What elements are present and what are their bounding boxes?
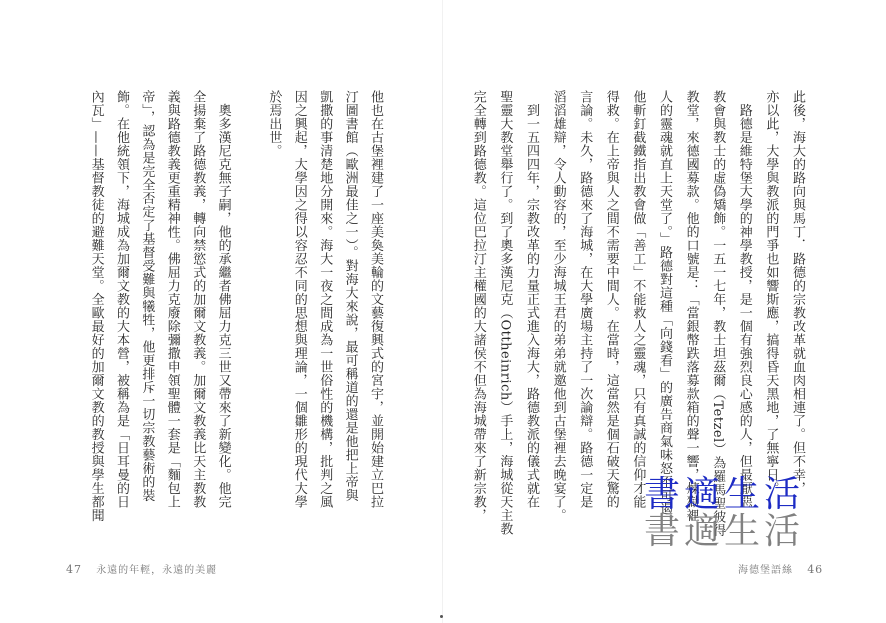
left-page-text-column: 因之興起，大學因之得以容忍不同的思想與理論，一個雛形的現代大學: [291, 90, 307, 509]
right-page-text-column: 教堂，來德國募款。他的口號是：「當銀幣跌落募款箱的聲一響，煉獄裡: [683, 90, 699, 522]
page-gutter: [442, 0, 443, 623]
left-running-title: 永遠的年輕，永遠的美麗: [96, 565, 218, 576]
right-page-text-column: 聖靈大教堂舉行了。到了奧多漢尼克（Ottheinrich）手上，海城從天主教: [497, 90, 513, 536]
left-page-number: 47: [66, 563, 82, 576]
right-folio: [738, 561, 833, 576]
right-page-text-column: 亦以此，大學與教派的門爭也如響斯應，搞得昏天黑地，了無寧日。: [763, 90, 779, 495]
right-page-text-column: 教會與教士的虛偽矯飾。一五一七年，教士坦茲爾（Tetzel）為羅馬聖彼得: [710, 90, 726, 538]
right-page-text-column: 得救。在上帝與人之間不需要中間人。在當時，這當然是個石破天驚的: [603, 90, 619, 509]
watermark-gray: 書適生活: [644, 511, 805, 552]
right-page-text-column: 他斬釘截鐵指出教會做「善工」不能救人之靈魂，只有真誠的信仰才能: [630, 90, 646, 509]
watermark-blue: 書適生活: [644, 474, 805, 515]
left-folio: [56, 561, 217, 576]
left-page-text-column: 於焉出世。: [266, 90, 282, 158]
left-page-text-column: 汀圖書館（歐洲最佳之一）。對海大來說，最可稱道的還是他把上帝與: [342, 90, 358, 502]
right-running-title: 海德堡語絲: [738, 565, 793, 576]
left-page-text-column: 奧多漢尼克無子嗣，他的承繼者佛屈力克三世又帶來了新變化。他完: [215, 90, 231, 509]
right-page-text-column: 滔滔雄辯，令人動容的，至少海城王君的弟弟就邀他到古堡裡去晚宴了。: [550, 90, 566, 522]
right-page-text-column: 言論。未久，路德來了海城，在大學廣場主持了一次論辯。路德一定是: [577, 90, 593, 509]
right-page-text-column: 此後，海大的路向與馬丁．路德的宗教改革就血肉相連了。但不幸，: [790, 90, 805, 495]
right-page-text-column: 完全轉到路德教。這位巴拉汀主權國的大諸侯不但為海城帶來了新宗教，: [470, 90, 486, 522]
left-page-text-column: 凱撒的事清楚地分開來。海大一夜之間成為一世俗性的機構，批判之風: [317, 90, 333, 509]
left-page-text-column: 內瓦」——基督教徒的避難天堂。全歐最好的加爾文教的教授與學生都聞: [88, 90, 104, 522]
left-page-text-column: 飾。在他統領下，海城成為加爾文教的大本營，被稱為是「日耳曼的日: [114, 90, 129, 509]
left-page-text-column: 全揚棄了路德教義，轉向禁慾式的加爾文教義。加爾文教義比天主教教: [190, 90, 206, 509]
left-page-text-column: 帝」，認為是完全否定了基督受難與犧牲，他更排斥一切宗教藝術的裝: [139, 90, 155, 502]
right-page-text-column: 路德是維特堡大學的神學教授，是一個有強烈良心感的人，但最厭惡: [736, 90, 752, 509]
right-page-text-column: 人的靈魂就直上天堂了。」路德對這種「向錢看」的廣告商氣味怒不可遏，: [657, 90, 672, 529]
right-page-text-column: 到一五四四年，宗教改革的力量正式進入海大，路德教派的儀式就在: [524, 90, 539, 509]
center-mark: [440, 615, 443, 618]
left-page-text-column: 義與路德教義更重精神性。佛屈力克廢除彌撒申領聖體一套是「麵包上: [164, 90, 180, 509]
left-page-text-column: 他也在古堡裡建了一座美奐美輪的文藝復興式的宮宇，並開始建立巴拉: [368, 90, 383, 509]
right-page-number: 46: [807, 563, 824, 576]
